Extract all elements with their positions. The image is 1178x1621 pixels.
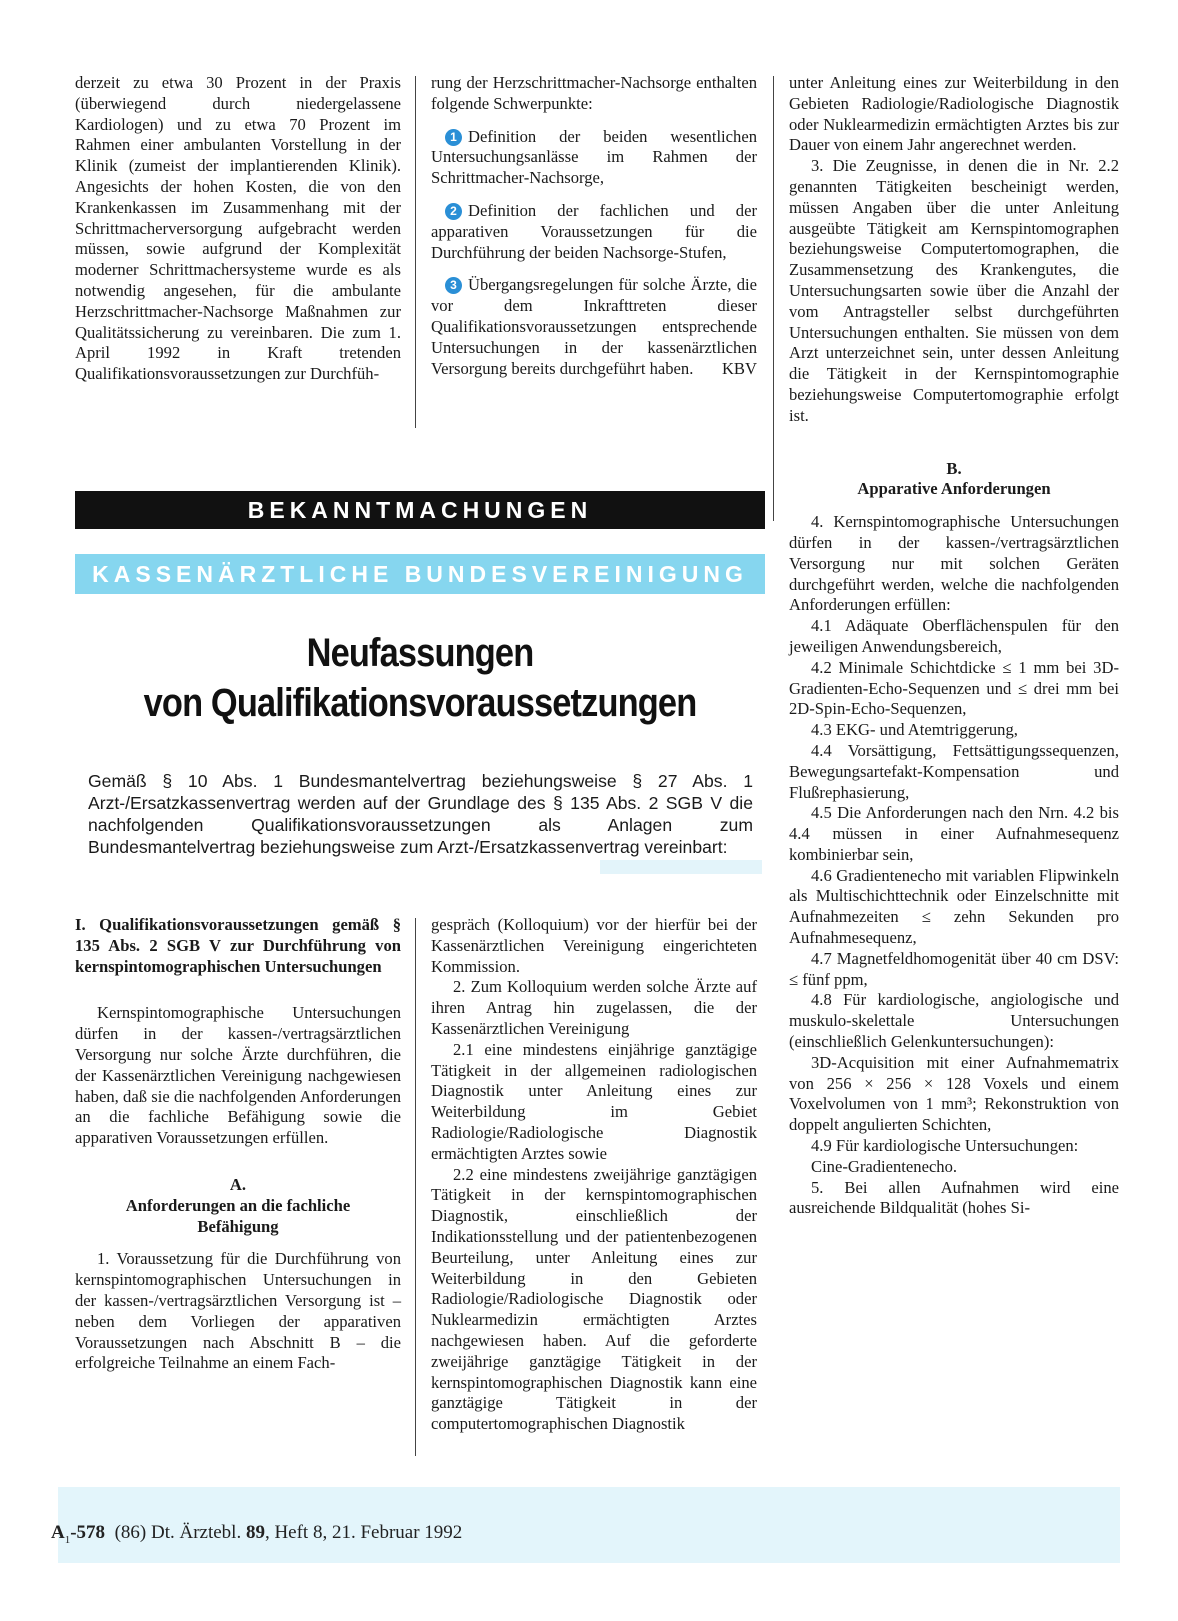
bottom-middle-p1: gespräch (Kolloquium) vor der hierfür bei der Kassenärztlichen Vereinigung eingerichteten Kommission.: [431, 915, 757, 976]
title-line-1: Neufassungen: [306, 631, 534, 675]
right-p41: 4.1 Adäquate Oberflächenspulen für den jeweiligen Anwendungsbereich,: [789, 616, 1119, 656]
section-letter: A.: [229, 1174, 247, 1194]
top-left-column: [75, 73, 401, 385]
right-p5: 5. Bei allen Aufnahmen wird eine ausreichende Bildqualität (hohes Si-: [789, 1177, 1119, 1218]
bottom-left-p1: Kernspintomographische Untersuchungen dürfen in der kassen-/vertragsärztlichen Versorgung nur solche Ärzte durchführen, die der Kassenärztlichen Vereinigung nachgewiesen haben, daß sie die nachfolgenden Anforderungen an die fachliche Befähigung sowie die apparativen Voraussetzungen erfüllen.: [75, 1003, 401, 1148]
right-p48b: 3D-Acquisition mit einer Aufnahmematrix von 256 × 256 × 128 Voxels und einem Voxelvolumen von 1 mm³; Rekonstruktion von doppelt angulierten Schichten,: [789, 1052, 1119, 1135]
section-title: Anforderungen an die fachliche Befähigung: [125, 1195, 351, 1236]
right-p49: 4.9 Für kardiologische Untersuchungen:: [811, 1136, 1079, 1156]
right-p47: 4.7 Magnetfeldhomogenität über 40 cm DSV: ≤ fünf ppm,: [789, 948, 1119, 989]
top-middle-intro: rung der Herzschrittmacher-Nachsorge enthalten folgende Schwerpunkte:: [431, 73, 757, 113]
journal-ref: (86) Dt. Ärztebl.: [114, 1522, 242, 1543]
right-p48: 4.8 Für kardiologische, angiologische und muskulo-skelettale Untersuchungen (einschließlich Gelenkuntersuchungen):: [789, 990, 1119, 1052]
right-p43: 4.3 EKG- und Atemtriggerung,: [811, 720, 1018, 740]
right-p44: 4.4 Vorsättigung, Fettsättigungssequenzen, Bewegungsartefakt-Kompensation und Flußrephasierung,: [789, 740, 1119, 802]
number-2-icon: 2: [445, 203, 462, 220]
list-item-text: Übergangsregelungen für solche Ärzte, die vor dem Inkrafttreten dieser Qualifikationsvoraussetzungen entsprechende Untersuchungen in der kassenärztlichen Versorgung bereits durchgeführt haben.: [431, 275, 757, 378]
page-sub: 1: [64, 1533, 71, 1546]
top-left-text: derzeit zu etwa 30 Prozent in der Praxis (überwiegend durch niedergelassene Kardiologen) und zu etwa 70 Prozent im Rahmen einer ambulanten Vorstellung in der Klinik (zumeist der implantierenden Klinik). Angesichts der hohen Kosten, die von den Krankenkassen im Zusammenhang mit der Schrittmacherversorgung aufgebracht werden müssen, sowie aufgrund der Komplexität moderner Schrittmachersysteme wurde es als notwendig angesehen, für die ambulante Herzschrittmacher-Nachsorge Maßnahmen zur Qualitätssicherung zu vereinbaren. Die zum 1. April 1992 in Kraft tretenden Qualifikationsvoraussetzungen zur Durchfüh-: [75, 73, 401, 384]
number-1-icon: 1: [445, 129, 462, 146]
right-column: [789, 73, 1119, 1219]
right-p42: 4.2 Minimale Schichtdicke ≤ 1 mm bei 3D-Gradienten-Echo-Sequenzen und ≤ drei mm bei 2D-Spin-Echo-Sequenzen,: [789, 657, 1119, 719]
top-middle-column: [431, 73, 757, 379]
section-title: Apparative Anforderungen: [857, 479, 1051, 499]
section-letter: B.: [946, 458, 962, 478]
right-p45: 4.5 Die Anforderungen nach den Nrn. 4.2 bis 4.4 müssen in einer Aufnahmesequenz kombinierbar sein,: [789, 803, 1119, 864]
right-p1: unter Anleitung eines zur Weiterbildung in den Gebieten Radiologie/Radiologische Diagnostik oder Nuklearmedizin ermächtigten Arztes bis zur Dauer von einem Jahr angerechnet werden.: [789, 73, 1119, 155]
right-p4: 4. Kernspintomographische Untersuchungen dürfen in der kassen-/vertragsärztlichen Versorgung nur mit solchen Geräten durchgeführt werden, welche die nachfolgenden Anforderungen erfüllen:: [789, 512, 1119, 615]
page-ref: A: [51, 1522, 65, 1543]
page-title: [123, 628, 716, 728]
page-footer: [51, 1522, 462, 1546]
right-p49b: Cine-Gradientenecho.: [811, 1156, 958, 1176]
bottom-left-p2: 1. Voraussetzung für die Durchführung von kernspintomographischen Untersuchungen in der kassen-/vertragsärztlichen Versorgung ist – neben dem Vorliegen der apparativen Voraussetzungen nach Abschnitt B – die erfolgreiche Teilnahme an einem Fach-: [75, 1249, 401, 1373]
bottom-middle-p21: 2.1 eine mindestens einjährige ganztägige Tätigkeit in der allgemeinen radiologischen Diagnostik unter Anleitung eines zur Weiterbildung im Gebiet Radiologie/Radiologische Diagnostik ermächtigten Arztes sowie: [431, 1039, 757, 1163]
list-item: [431, 275, 757, 379]
list-item-text: Definition der fachlichen und der apparativen Voraussetzungen für die Durchführung der beiden Nachsorge-Stufen,: [431, 200, 757, 262]
bottom-left-column: [75, 915, 401, 1374]
organization-banner: KASSENÄRZTLICHE BUNDESVEREINIGUNG: [75, 554, 765, 594]
volume: 89: [245, 1522, 265, 1543]
list-item: [431, 201, 757, 263]
list-item: [431, 127, 757, 189]
title-line-2: von Qualifikationsvoraussetzungen: [143, 681, 697, 725]
section-banner: BEKANNTMACHUNGEN: [75, 491, 765, 529]
signature: KBV: [721, 358, 757, 378]
number-3-icon: 3: [445, 277, 462, 294]
column-divider: [773, 76, 774, 521]
page-number: -578: [70, 1522, 106, 1543]
bottom-middle-column: [431, 915, 757, 1435]
column-divider: [415, 918, 416, 1456]
column-divider: [415, 76, 416, 428]
bottom-middle-p2: 2. Zum Kolloquium werden solche Ärzte auf ihren Antrag hin zugelassen, die der Kassenärztlichen Vereinigung: [431, 977, 757, 1038]
right-p46: 4.6 Gradientenecho mit variablen Flipwinkeln als Multischichttechnik oder Einzelschnitte mit Aufnahmezeiten ≤ zehn Sekunden pro Aufnahmesequenz,: [789, 865, 1119, 948]
list-item-text: Definition der beiden wesentlichen Untersuchungsanlässe im Rahmen der Schrittmacher-Nachsorge,: [431, 126, 757, 188]
intro-highlight: [600, 860, 762, 874]
right-p2: 3. Die Zeugnisse, in denen die in Nr. 2.2 genannten Tätigkeiten bescheinigt werden, müssen Angaben über die unter Anleitung ausgeübte Tätigkeit am Kernspintomographen beziehungsweise Computertomographen, die Zusammensetzung des Krankengutes, die Untersuchungsarten sowie über die Anzahl der vom Antragsteller selbst durchgeführten Untersuchungen enthalten. Sie müssen von dem Arzt unterzeichnet sein, unter dessen Anleitung die Tätigkeit in der Kernspintomographie beziehungsweise Computertomographie erfolgt ist.: [789, 156, 1119, 425]
bottom-middle-p22: 2.2 eine mindestens zweijährige ganztägigen Tätigkeit in der kernspintomographischen Diagnostik, einschließlich der Indikationsstellung und der patientenbezogenen Beurteilung, unter Anleitung eines zur Weiterbildung in den Gebieten Radiologie/Radiologische Diagnostik oder Nuklearmedizin ermächtigten Arztes nachgewiesen haben. Auf die geforderte zweijährige ganztägige Tätigkeit in der kernspintomographischen Diagnostik kann eine ganztägige Tätigkeit in der computertomographischen Diagnostik: [431, 1164, 757, 1434]
section-heading: I. Qualifikationsvoraussetzungen gemäß § 135 Abs. 2 SGB V zur Durchführung von kernspintomographischen Untersuchungen: [75, 915, 401, 976]
issue-date: , Heft 8, 21. Februar 1992: [264, 1522, 463, 1543]
intro-paragraph: Gemäß § 10 Abs. 1 Bundesmantelvertrag beziehungsweise § 27 Abs. 1 Arzt-/Ersatzkassenvertrag werden auf der Grundlage des § 135 Abs. 2 SGB V die nachfolgenden Qualifikationsvoraussetzungen als Anlagen zum Bundesmantelvertrag beziehungsweise zum Arzt-/Ersatzkassenvertrag vereinbart:: [88, 771, 753, 857]
